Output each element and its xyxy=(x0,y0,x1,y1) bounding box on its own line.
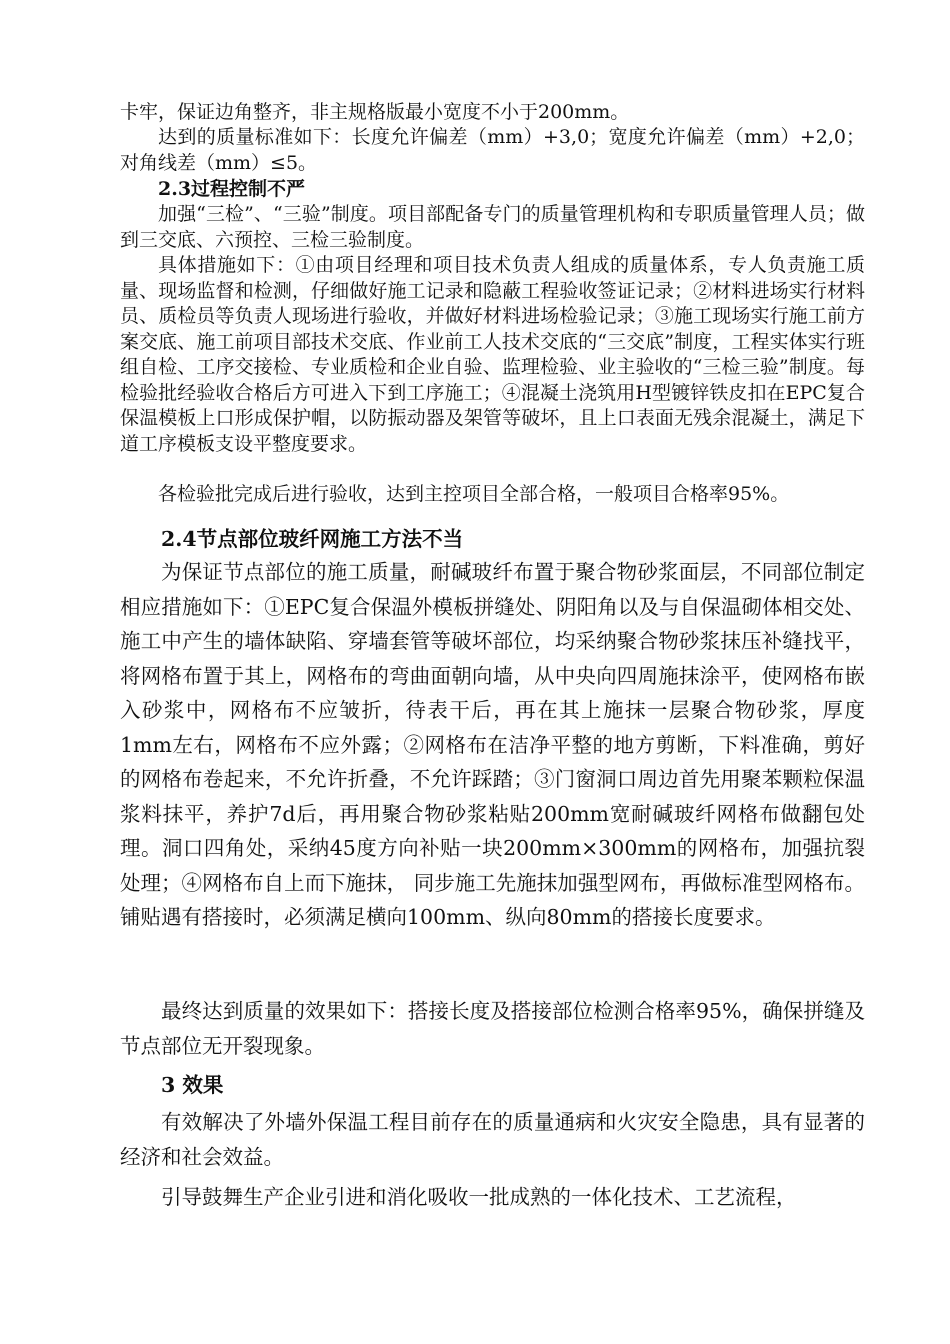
section-heading-2-4: 2.4节点部位玻纤网施工方法不当 xyxy=(161,527,464,551)
paragraph-acceptance: 各检验批完成后进行验收，达到主控项目全部合格，一般项目合格率95%。 xyxy=(158,483,790,505)
paragraph-effect-summary: 有效解决了外墙外保温工程目前存在的质量通病和火灾安全隐患，具有显著的经济和社会效益。 xyxy=(120,1110,865,1169)
paragraph-quality-standard: 达到的质量标准如下：长度允许偏差（mm）+3,0；宽度允许偏差（mm）+2,0；对角线差（mm）≤5。 xyxy=(120,126,865,174)
paragraph-specific-measures: 具体措施如下：①由项目经理和项目技术负责人组成的质量体系，专人负责施工质量、现场监督和检测，仔细做好施工记录和隐蔽工程验收签证记录；②材料进场实行材料员、质检员等负责人现场进行验收，并做好材料进场检验记录；③施工现场实行施工前方案交底、施工前项目部技术交底、作业前工人技术交底的“三交底”制度，工程实体实行班组自检、工序交接检、专业质检和企业自验、监理检验、业主验收的“三检三验”制度。每检验批经验收合格后方可进入下到工序施工；④混凝土浇筑用H型镀锌铁皮扣在EPC复合保温模板上口形成保护帽，以防振动器及架管等破坏，且上口表面无残余混凝土，满足下道工序模板支设平整度要求。 xyxy=(120,254,865,455)
section-heading-2-3: 2.3过程控制不严 xyxy=(158,178,306,200)
paragraph-inspection-system: 加强“三检”、“三验”制度。项目部配备专门的质量管理机构和专职质量管理人员；做到三交底、六预控、三检三验制度。 xyxy=(120,203,865,251)
paragraph-continuation: 卡牢，保证边角整齐，非主规格版最小宽度不小于200mm。 xyxy=(120,101,630,123)
paragraph-node-measures: 为保证节点部位的施工质量，耐碱玻纤布置于聚合物砂浆面层，不同部位制定相应措施如下：①EPC复合保温外模板拼缝处、阴阳角以及与自保温砌体相交处、施工中产生的墙体缺陷、穿墙套管等破坏部位，均采纳聚合物砂浆抹压补缝找平，将网格布置于其上，网格布的弯曲面朝向墙，从中央向四周施抹涂平，使网格布嵌入砂浆中，网格布不应皱折，待表干后，再在其上施抹一层聚合物砂浆，厚度1mm左右，网格布不应外露；②网格布在洁净平整的地方剪断，下料准确，剪好的网格布卷起来，不允许折叠，不允许踩踏；③门窗洞口周边首先用聚苯颗粒保温浆料抹平，养护7d后，再用聚合物砂浆粘贴200mm宽耐碱玻纤网格布做翻包处理。洞口四角处，采纳45度方向补贴一块200mm×300mm的网格布，加强抗裂处理；④网格布自上而下施抹， 同步施工先施抹加强型网布，再做标准型网格布。铺贴遇有搭接时，必须满足横向100mm、纵向80mm的搭接长度要求。 xyxy=(120,560,865,929)
section-heading-3: 3 效果 xyxy=(161,1073,224,1097)
paragraph-final-effect: 最终达到质量的效果如下：搭接长度及搭接部位检测合格率95%，确保拼缝及节点部位无开裂现象。 xyxy=(120,999,865,1058)
paragraph-guidance: 引导鼓舞生产企业引进和消化吸收一批成熟的一体化技术、工艺流程， xyxy=(161,1185,797,1209)
